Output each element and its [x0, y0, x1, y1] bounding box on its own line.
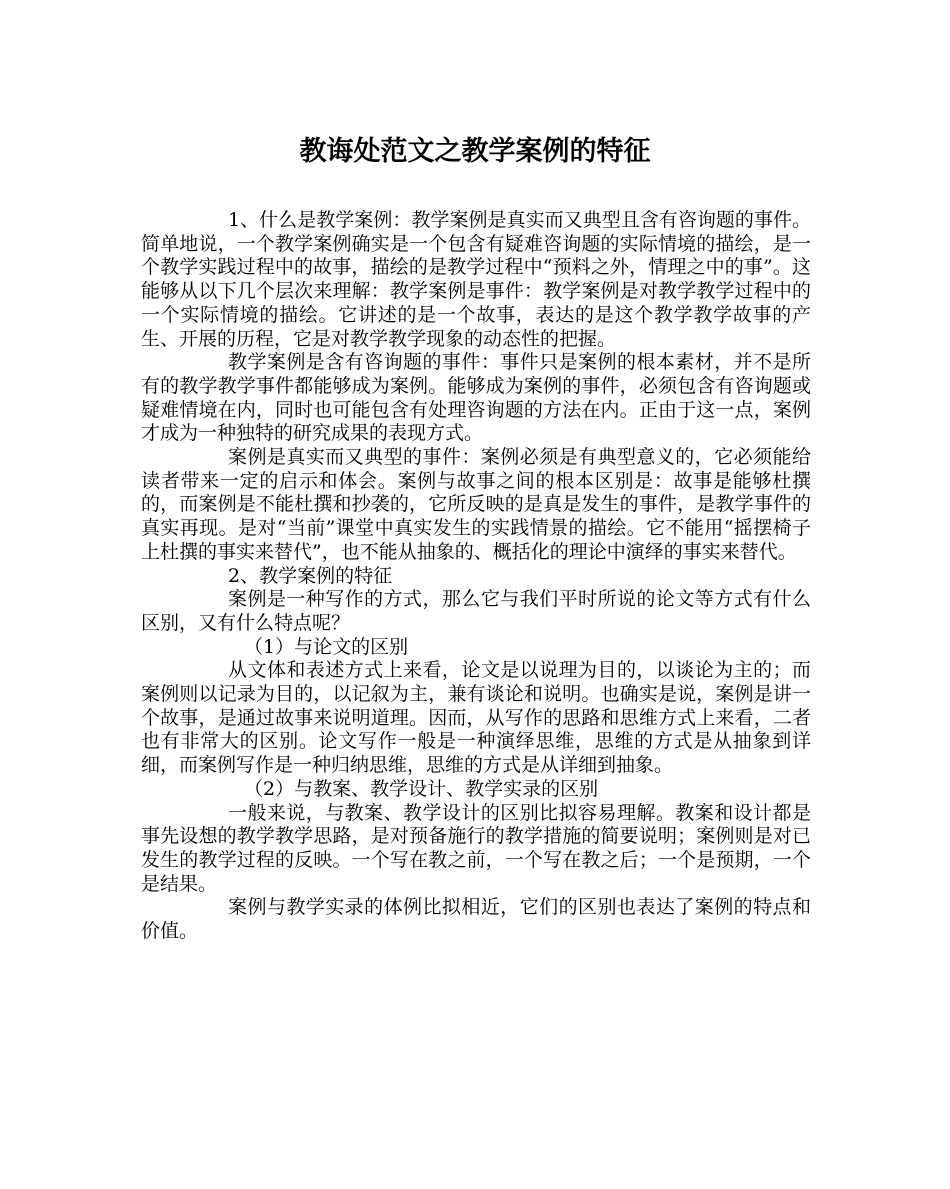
- section-heading-2: 2、教学案例的特征: [228, 564, 393, 587]
- paragraph-1: 1、什么是教学案例：教学案例是真实而又典型且含有咨询题的事件。简单地说，一个教学案例确实是一个包含有疑难咨询题的实际情境的描绘，是一个教学实践过程中的故事，描绘的是教学过程中“预料之外，情理之中的事”。这能够从以下几个层次来理解：教学案例是事件：教学案例是对教学教学过程中的一个实际情境的描绘。它讲述的是一个故事，表达的是这个教学教学故事的产生、开展的历程，它是对教学教学现象的动态性的把握。: [141, 209, 811, 350]
- paragraph-3: 案例是真实而又典型的事件：案例必须是有典型意义的，它必须能给读者带来一定的启示和体会。案例与故事之间的根本区别是：故事是能够杜撰的，而案例是不能杜撰和抄袭的，它所反映的是真是发生的事件，是教学事件的真实再现。是对“当前”课堂中真实发生的实践情景的描绘。它不能用“摇摆椅子上杜撰的事实来替代”，也不能从抽象的、概括化的理论中演绎的事实来替代。: [141, 446, 811, 563]
- document-title: 教诲处范文之教学案例的特征: [299, 136, 651, 167]
- paragraph-4: 案例是一种写作的方式，那么它与我们平时所说的论文等方式有什么区别，又有什么特点呢？: [141, 588, 811, 634]
- subheading-2: （2）与教案、教学设计、教学实录的区别: [244, 777, 599, 800]
- paragraph-6: 一般来说，与教案、教学设计的区别比拟容易理解。教案和设计都是事先设想的教学教学思路，是对预备施行的教学措施的简要说明；案例则是对已发生的教学过程的反映。一个写在教之前，一个写在教之后；一个是预期，一个是结果。: [141, 801, 811, 895]
- subheading-1: （1）与论文的区别: [244, 635, 409, 658]
- paragraph-2: 教学案例是含有咨询题的事件：事件只是案例的根本素材，并不是所有的教学教学事件都能够成为案例。能够成为案例的事件，必须包含有咨询题或疑难情境在内，同时也可能包含有处理咨询题的方法在内。正由于这一点，案例才成为一种独特的研究成果的表现方式。: [141, 351, 811, 445]
- paragraph-7: 案例与教学实录的体例比拟相近，它们的区别也表达了案例的特点和价值。: [141, 896, 811, 943]
- document-body: [141, 209, 811, 944]
- paragraph-5: 从文体和表述方式上来看，论文是以说理为目的，以谈论为主的；而案例则以记录为目的，以记叙为主，兼有谈论和说明。也确实是说，案例是讲一个故事，是通过故事来说明道理。因而，从写作的思路和思维方式上来看，二者也有非常大的区别。论文写作一般是一种演绎思维，思维的方式是从抽象到详细，而案例写作是一种归纳思维，思维的方式是从详细到抽象。: [141, 659, 811, 777]
